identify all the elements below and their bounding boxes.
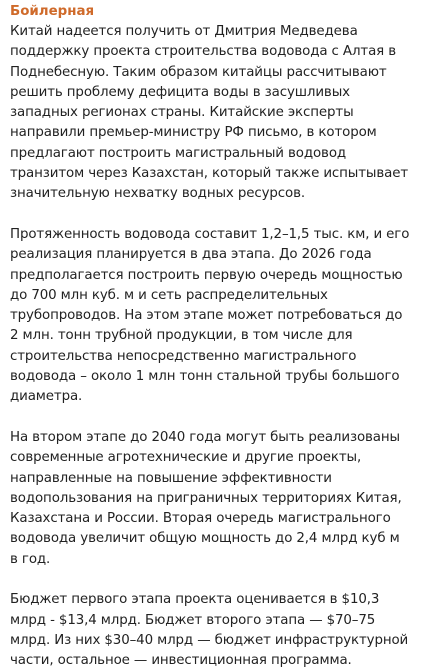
paragraph-spacer — [10, 205, 411, 225]
post-paragraph-2: Протяженность водовода составит 1,2–1,5 тыс. км, и его реализация планируется в два этапа. До 2026 года предполагается построить первую очередь мощностью до 700 млн куб. м и сеть распределительных трубопроводов. На этом этапе может потребоваться до 2 млн. тонн трубной продукции, в том числе для строительства непосредственно магистрального водовода – около 1 млн тонн стальной трубы большого диаметра. — [10, 226, 410, 405]
post-paragraph-1: Китай надеется получить от Дмитрия Медведева поддержку проекта строительства водовода с Алтая в Поднебесную. Таким образом китайцы рассчитывают решить проблему дефицита воды в засушливых западных регионах страны. Китайские эксперты направили премьер-министру РФ письмо, в котором предлагают построить магистральный водовод транзитом через Казахстан, который также испытывает значительную нехватку водных ресурсов. — [10, 24, 409, 202]
paragraph-spacer — [10, 570, 411, 590]
paragraph-spacer — [10, 408, 411, 428]
channel-name-link[interactable]: Бойлерная — [10, 4, 95, 19]
post-paragraph-4: Бюджет первого этапа проекта оценивается в $10,3 млрд - $13,4 млрд. Бюджет второго этапа — $70–75 млрд. Из них $30–40 млрд — бюджет инфраструктурной части, остальное — инвестиционная программа. — [10, 592, 409, 669]
post-paragraph-3: На втором этапе до 2040 года могут быть реализованы современные агротехнические и другие проекты, направленные на повышение эффективности водопользования на приграничных территориях Китая, Казахстана и России. Вторая очередь магистрального водовода увеличит общую мощность до 2,4 млрд куб м в год. — [10, 429, 402, 567]
